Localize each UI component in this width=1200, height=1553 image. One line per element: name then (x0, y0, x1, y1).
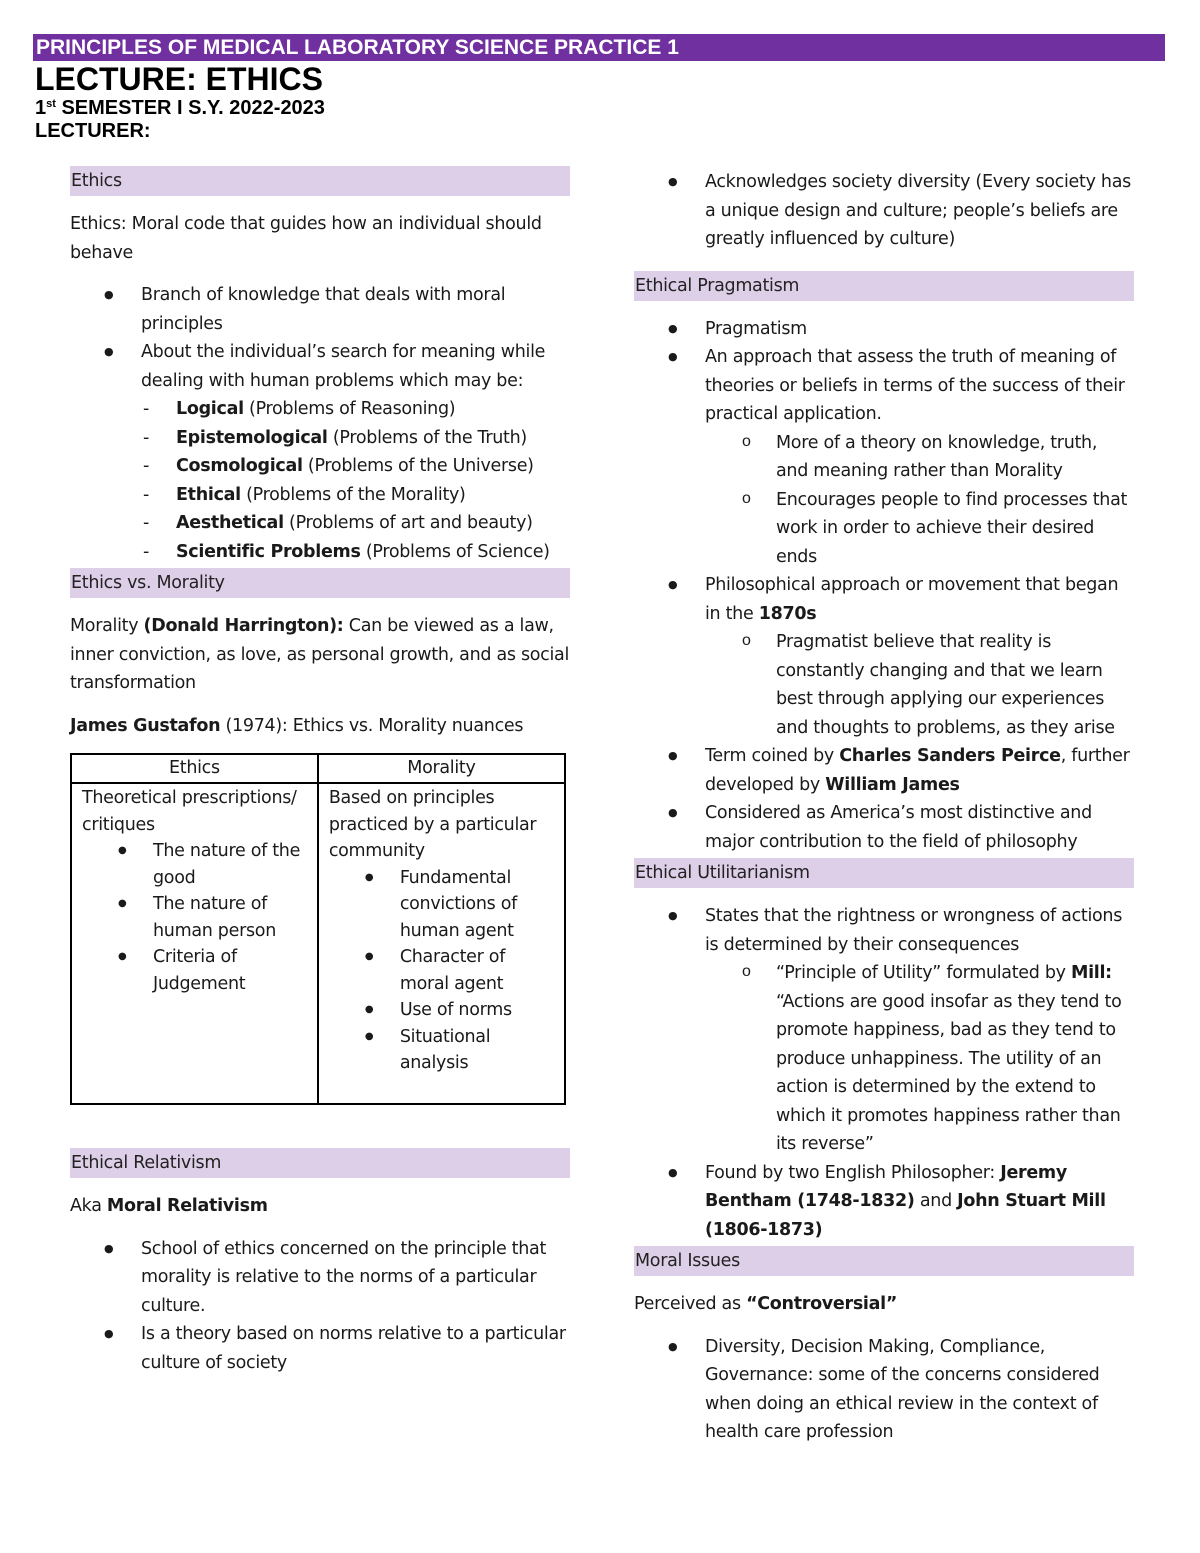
semester-text: SEMESTER I S.Y. 2022-2023 (55, 97, 325, 119)
list-item (634, 742, 1134, 799)
problem-term: Logical (176, 399, 244, 419)
list-item: ● School of ethics concerned on the principle that morality is relative to the norms of a particular culture. (70, 1235, 570, 1321)
problem-term: Epistemological (176, 427, 328, 448)
gustafon-line (70, 712, 570, 741)
bullet-bold: 1870s (758, 603, 817, 624)
list-item: ● The nature of human person (82, 891, 309, 944)
bullet-bold: Mill: (1070, 963, 1112, 983)
right-column (634, 168, 1134, 1447)
list-item: ● About the individual’s search for meaning while dealing with human problems which may be: (70, 338, 570, 395)
list-item: ● States that the rightness or wrongness of actions is determined by their consequences (634, 902, 1134, 959)
morality-text: Can be viewed as a law, inner conviction, as love, as personal growth, and as social transformation (70, 616, 570, 693)
section-heading-pragmatism: Ethical Pragmatism (634, 271, 1134, 301)
problem-desc: (Problems of the Morality) (240, 484, 466, 505)
gustafon-name: James Gustafon (70, 715, 221, 736)
list-item: ● Acknowledges society diversity (Every society has a unique design and culture; people’s beliefs are greatly influenced by culture) (634, 168, 1134, 254)
left-column (70, 166, 570, 1377)
morality-author: (Donald Harrington): (143, 616, 344, 636)
list-item: o Pragmatist believe that reality is constantly changing and that we learn best through applying our experiences and thoughts to problems, as they arise (634, 628, 1134, 742)
bullet-text: Term coined by (705, 746, 840, 766)
pragmatism-bullets-2 (634, 571, 1134, 628)
problem-term: Cosmological (176, 456, 303, 476)
pragmatism-bullets (634, 315, 1134, 429)
problem-term: Aesthetical (176, 513, 284, 533)
problem-desc: (Problems of Science) (360, 541, 550, 562)
lecture-title: LECTURE: ETHICS (35, 61, 323, 97)
pragmatism-subbullets-2 (634, 628, 1134, 742)
list-item (70, 424, 570, 453)
problem-types-list (70, 395, 570, 566)
bullet-bold: William James (825, 774, 960, 795)
list-item (634, 1159, 1134, 1245)
list-item: o Encourages people to find processes that work in order to achieve their desired ends (634, 486, 1134, 572)
utilitarianism-bullets (634, 902, 1134, 959)
list-item (70, 481, 570, 510)
section-heading-moral-issues: Moral Issues (634, 1246, 1134, 1276)
pragmatism-bullets-3 (634, 742, 1134, 856)
problem-desc: (Problems of the Universe) (302, 456, 534, 476)
utilitarianism-bullets-2 (634, 1159, 1134, 1245)
table-cell-intro: Based on principles practiced by a particular community (328, 788, 537, 861)
list-item: ● Is a theory based on norms relative to a particular culture of society (70, 1320, 570, 1377)
lecturer-label: LECTURER: (35, 120, 151, 142)
perceived-label: Perceived as (634, 1294, 747, 1314)
list-item: ● Fundamental convictions of human agent (329, 865, 556, 945)
list-item: ● Criteria of Judgement (82, 944, 309, 997)
morality-definition (70, 612, 570, 698)
semester-number: 1 (35, 97, 47, 119)
bullet-text: Philosophical approach or movement that began in the (705, 575, 1119, 624)
pragmatism-subbullets (634, 429, 1134, 572)
relativism-continued (634, 168, 1134, 254)
bullet-bold: Charles Sanders Peirce (839, 746, 1061, 766)
utilitarianism-subbullets (634, 959, 1134, 1159)
semester-line (35, 92, 325, 120)
table-cell-morality (318, 783, 565, 1104)
bullet-bold: John Stuart Mill (1806-1873) (705, 1191, 1106, 1240)
ethics-definition: Ethics: Moral code that guides how an individual should behave (70, 214, 542, 263)
bullet-text: “Principle of Utility” formulated by (776, 963, 1071, 983)
table-header-ethics: Ethics (71, 754, 318, 783)
section-heading-utilitarianism: Ethical Utilitarianism (634, 858, 1134, 888)
bullet-text: An approach that assess the truth of meaning of theories or beliefs in terms of the success of their practical application. (705, 347, 1125, 424)
list-item: ● Pragmatism (634, 315, 1134, 344)
moral-issues-perceived (634, 1290, 1134, 1319)
aka-label: Aka (70, 1196, 107, 1216)
list-item (634, 343, 1134, 429)
morality-label: Morality (70, 616, 144, 636)
list-item (70, 538, 570, 567)
list-item (634, 959, 1134, 1159)
list-item (70, 395, 570, 424)
bullet-bold: Jeremy Bentham (1748-1832) (705, 1162, 1067, 1211)
relativism-bullets (70, 1235, 570, 1378)
bullet-text: , further developed by (705, 746, 1130, 795)
list-item: ● Diversity, Decision Making, Compliance, Governance: some of the concerns considered when doing an ethical review in the context of health care profession (634, 1333, 1134, 1447)
ethics-bullets (70, 281, 570, 395)
problem-desc: (Problems of art and beauty) (283, 513, 533, 533)
course-banner: PRINCIPLES OF MEDICAL LABORATORY SCIENCE PRACTICE 1 (33, 34, 1165, 61)
bullet-text: and (914, 1191, 958, 1211)
table-cell-ethics (71, 783, 318, 1104)
perceived-term: “Controversial” (746, 1294, 898, 1314)
list-item: ● Considered as America’s most distinctive and major contribution to the field of philosophy (634, 799, 1134, 856)
list-item: ● Situational analysis (329, 1024, 556, 1077)
gustafon-text: (1974): Ethics vs. Morality nuances (220, 715, 524, 736)
relativism-aka (70, 1192, 570, 1221)
problem-term: Scientific Problems (176, 541, 361, 562)
bullet-text: Found by two English Philosopher: (705, 1162, 1001, 1183)
bullet-text: “Actions are good insofar as they tend to promote happiness, bad as they tend to produce unhappiness. The utility of an action is determined by the extend to which it promotes happiness rather than its reverse” (776, 991, 1122, 1154)
table-header-morality: Morality (318, 754, 565, 783)
list-item: ● Character of moral agent (329, 944, 556, 997)
semester-ordinal: st (46, 98, 56, 110)
list-item: ● The nature of the good (82, 838, 309, 891)
moral-issues-bullets (634, 1333, 1134, 1447)
list-item: ● Branch of knowledge that deals with moral principles (70, 281, 570, 338)
problem-desc: (Problems of the Truth) (327, 427, 527, 448)
section-heading-relativism: Ethical Relativism (70, 1148, 570, 1178)
table-cell-intro: Theoretical prescriptions/ critiques (82, 788, 297, 835)
ethics-morality-table (70, 753, 566, 1105)
list-item (70, 509, 570, 538)
section-heading-ethics: Ethics (70, 166, 570, 196)
section-heading-ethics-vs-morality: Ethics vs. Morality (70, 568, 570, 598)
list-item: o More of a theory on knowledge, truth, and meaning rather than Morality (634, 429, 1134, 486)
problem-term: Ethical (176, 484, 241, 505)
list-item (634, 571, 1134, 628)
list-item: ● Use of norms (329, 997, 556, 1024)
list-item (70, 452, 570, 481)
aka-term: Moral Relativism (106, 1196, 268, 1216)
problem-desc: (Problems of Reasoning) (243, 399, 456, 419)
